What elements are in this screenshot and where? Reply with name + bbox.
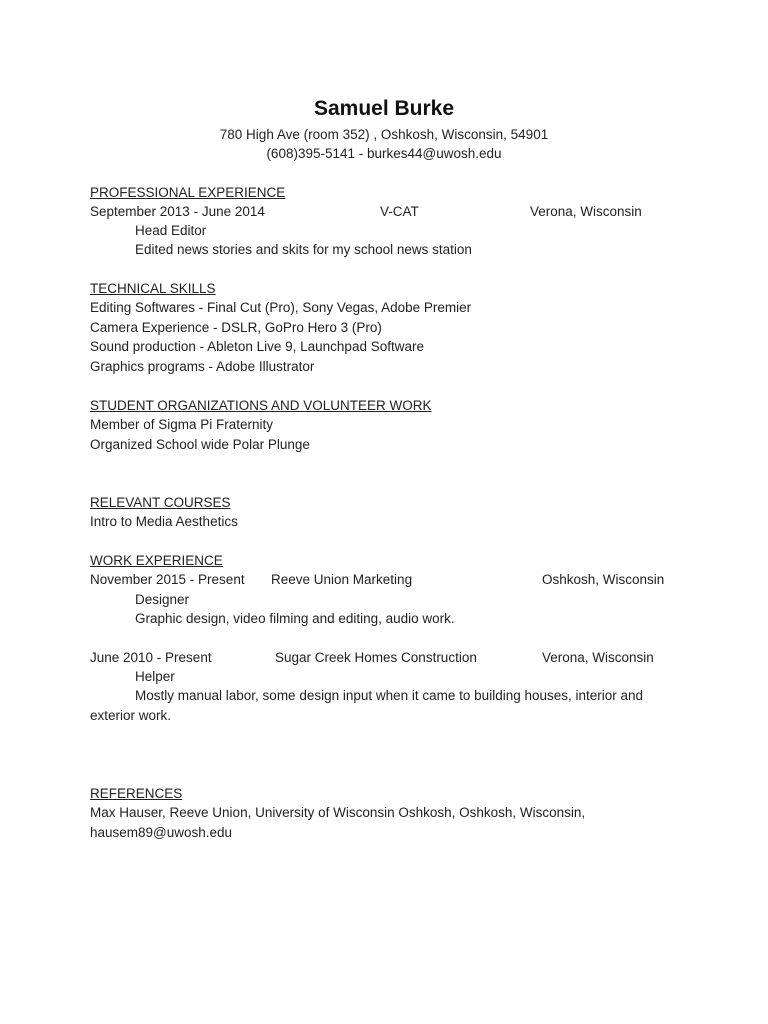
job-role: Designer [135, 592, 190, 607]
job-organization: Reeve Union Marketing [271, 572, 413, 587]
job-organization: Sugar Creek Homes Construction [275, 650, 477, 665]
job-dates: September 2013 - June 2014 [90, 204, 265, 219]
job-description: Graphic design, video filming and editing, audio work. [135, 611, 455, 626]
job-role: Head Editor [135, 223, 207, 238]
job-description: Mostly manual labor, some design input when it came to building houses, interior and [135, 688, 644, 703]
job-description-continued: exterior work. [90, 708, 172, 723]
skill-item: Sound production - Ableton Live 9, Launchpad Software [90, 339, 424, 354]
work-experience-heading: WORK EXPERIENCE [90, 553, 223, 568]
job-role: Helper [135, 669, 175, 684]
organization-item: Organized School wide Polar Plunge [90, 437, 310, 452]
resume-name: Samuel Burke [313, 97, 455, 120]
job-dates: November 2015 - Present [90, 572, 245, 587]
course-item: Intro to Media Aesthetics [90, 514, 238, 529]
skill-item: Graphics programs - Adobe Illustrator [90, 359, 315, 374]
job-location: Verona, Wisconsin [542, 650, 654, 665]
student-organizations-heading: STUDENT ORGANIZATIONS AND VOLUNTEER WORK [90, 398, 432, 413]
job-location: Verona, Wisconsin [530, 204, 642, 219]
job-dates: June 2010 - Present [90, 650, 212, 665]
skill-item: Editing Softwares - Final Cut (Pro), Sony Vegas, Adobe Premier [90, 300, 472, 315]
job-organization: V-CAT [380, 204, 419, 219]
technical-skills-heading: TECHNICAL SKILLS [90, 281, 216, 296]
contact-line: (608)395-5141 - burkes44@uwosh.edu [266, 146, 502, 161]
address-line: 780 High Ave (room 352) , Oshkosh, Wisconsin, 54901 [219, 127, 549, 142]
organization-item: Member of Sigma Pi Fraternity [90, 417, 274, 432]
references-heading: REFERENCES [90, 786, 183, 801]
reference-email: hausem89@uwosh.edu [90, 825, 233, 840]
professional-experience-heading: PROFESSIONAL EXPERIENCE [90, 185, 286, 200]
skill-item: Camera Experience - DSLR, GoPro Hero 3 (Pro) [90, 320, 382, 335]
job-description: Edited news stories and skits for my school news station [135, 242, 472, 257]
job-location: Oshkosh, Wisconsin [542, 572, 665, 587]
relevant-courses-heading: RELEVANT COURSES [90, 495, 231, 510]
reference-line: Max Hauser, Reeve Union, University of Wisconsin Oshkosh, Oshkosh, Wisconsin, [90, 805, 586, 820]
